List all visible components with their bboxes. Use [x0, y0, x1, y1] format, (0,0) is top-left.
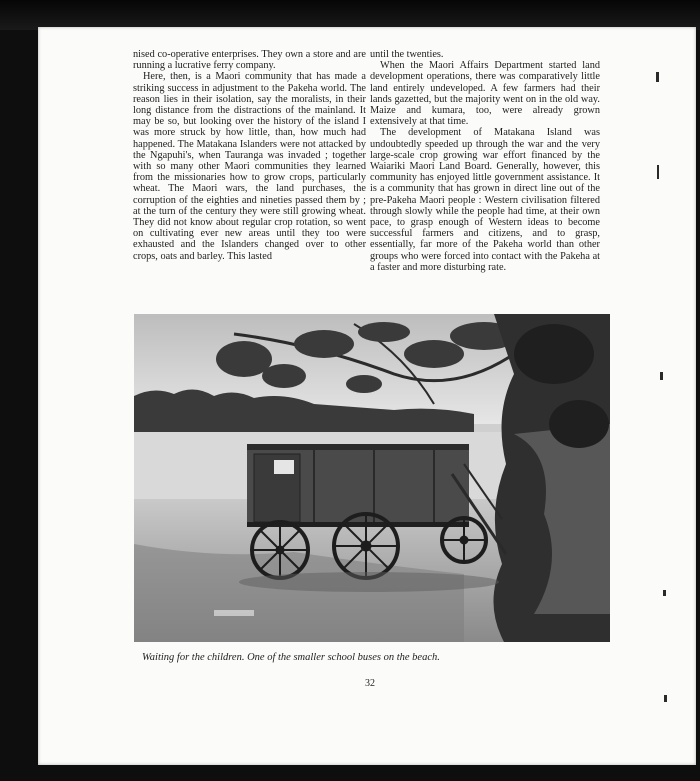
- page-number: 32: [365, 678, 375, 689]
- photo-caption: Waiting for the children. One of the smaller school buses on the beach.: [142, 652, 440, 663]
- paragraph: nised co-operative enterprises. They own a store and are running a lucrative ferry company.: [133, 49, 366, 72]
- wagon-photograph: [134, 314, 610, 642]
- paragraph: The development of Matakana Island was undoubtedly speeded up through the war and the very large-scale crop growing war effort financed by the Waiariki Maori Land Board. Generally, however, this community has enjoyed little government assistance. It is a community that has grown in direct line out of the pre-Pakeha Maori people : Western civilisation filtered through slowly while the people had time, at their own pace, to grasp enough of Western ideas to become successful farmers and citizens, and to grasp, essentially, far more of the Pakeha world than other groups who were forced into contact with the Pakeha at a faster and more disturbing rate.: [370, 127, 600, 273]
- right-text-column: [370, 49, 600, 273]
- scan-mark: [656, 72, 659, 82]
- paragraph: When the Maori Affairs Department started land development operations, there was comparatively little land entirely undeveloped. A few farmers had their lands gazetted, but the majority went on in the old way. Maize and kumara, too, were already grown extensively at that time.: [370, 60, 600, 128]
- paragraph: until the twenties.: [370, 49, 444, 60]
- document-page: [38, 27, 696, 765]
- scan-mark: [660, 372, 663, 380]
- scan-border: [0, 0, 700, 30]
- scan-mark: [663, 590, 666, 596]
- paragraph: Here, then, is a Maori community that has made a striking success in adjustment to the Pakeha world. The reason lies in their isolation, say the moralists, in their long distance from the distractions of the mainland. It may be so, but looking over the history of the island I was more struck by how little, than, how much had happened. The Matakana Islanders were not attacked by the Ngapuhi's, when Tauranga was invaded ; together with so many other Maori communities they learned from the missionaries how to grow crops, particularly wheat. The Maori wars, the land purchases, the corruption of the eighties and nineties passed them by ; at the turn of the century they were still growing wheat. They did not know about regular crop rotation, so went on cultivating ever new areas until they too were exhausted and the Islanders changed over to other crops, oats and barley. This lasted: [133, 71, 366, 262]
- left-text-column: [133, 49, 366, 262]
- scan-mark: [664, 695, 667, 702]
- scan-mark: [657, 165, 659, 179]
